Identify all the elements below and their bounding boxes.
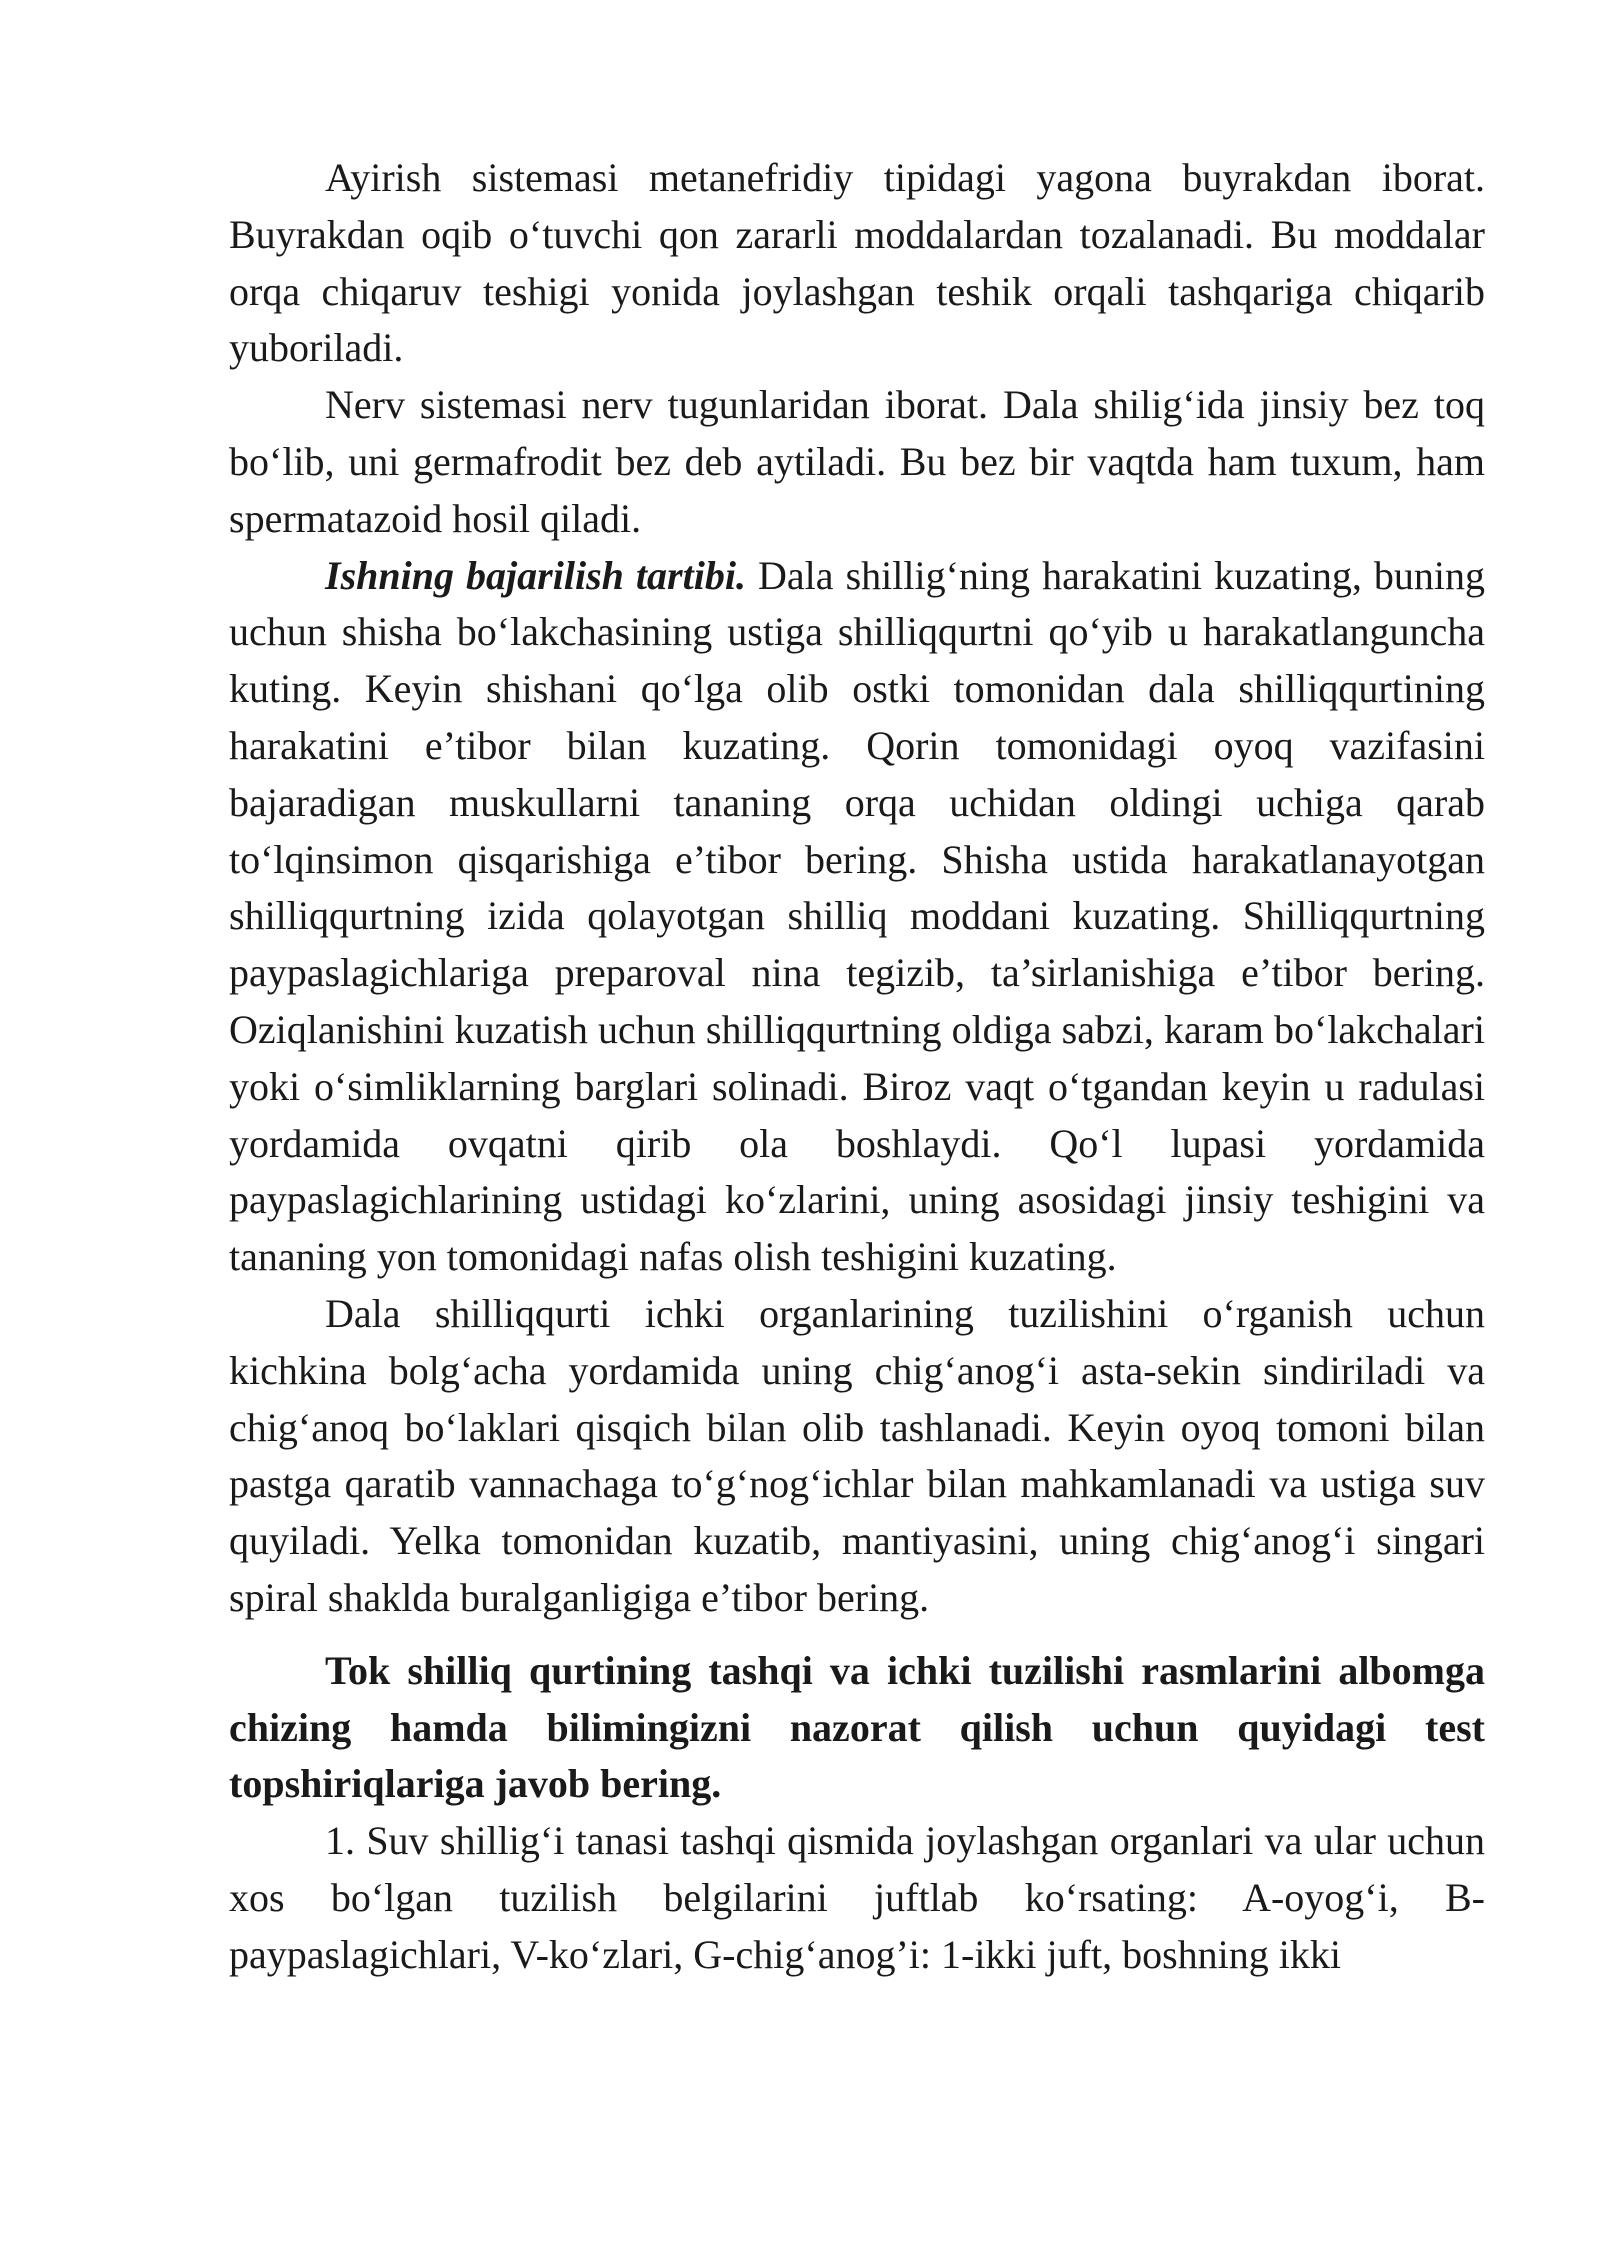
paragraph-internal-organs (229, 1286, 1485, 1627)
procedure-lead-heading: Ishning bajarilish tartibi. (325, 552, 746, 598)
paragraph-procedure (229, 548, 1485, 1286)
document-page (229, 150, 1485, 1984)
paragraph-nervous-system (229, 377, 1485, 547)
paragraph-text: Dala shillig‘ning harakatini kuzating, buning uchun shisha bo‘lakchasining ustiga shilliqqurtni qo‘yib u harakatlanguncha kuting. Keyin shishani qo‘lga olib ostki tomonidan dala shilliqqurtining harakatini e’tibor bilan kuzating. Qorin tomonidagi oyoq vazifasini bajaradigan muskullarni tananing orqa uchidan oldingi uchiga qarab to‘lqinsimon qisqarishiga e’tibor bering. Shisha ustida harakatlanayotgan shilliqqurtning izida qolayotgan shilliq moddani kuzating. Shilliqqurtning paypaslagichlariga preparoval nina tegizib, ta’sirlanishiga e’tibor bering. Oziqlanishini kuzatish uchun shilliqqurtning oldiga sabzi, karam bo‘lakchalari yoki o‘simliklarning barglari solinadi. Biroz vaqt o‘tgandan keyin u radulasi yordamida ovqatni qirib ola boshlaydi. Qo‘l lupasi yordamida paypaslagichlarining ustidagi ko‘zlarini, uning asosidagi jinsiy teshigini va tananing yon tomonidagi nafas olish teshigini kuzating. (229, 552, 1486, 1280)
paragraph-excretory-system (229, 150, 1485, 377)
test-question-1 (229, 1813, 1485, 1983)
task-heading: Tok shilliq qurtining tashqi va ichki tuzilishi rasmlarini albomga chizing hamda bilimingizni nazorat qilish uchun quyidagi test topshiriqlariga javob bering. (229, 1647, 1485, 1807)
paragraph-text: Dala shilliqqurti ichki organlarining tuzilishini o‘rganish uchun kichkina bolg‘acha yordamida uning chig‘anog‘i asta-sekin sindiriladi va chig‘anoq bo‘laklari qisqich bilan olib tashlanadi. Keyin oyoq tomoni bilan pastga qaratib vannachaga to‘g‘nog‘ichlar bilan mahkamlanadi va ustiga suv quyiladi. Yelka tomonidan kuzatib, mantiyasini, uning chig‘anog‘i singari spiral shaklda buralganligiga e’tibor bering. (229, 1290, 1485, 1620)
question-text: 1. Suv shillig‘i tanasi tashqi qismida joylashgan organlari va ular uchun xos bo‘lgan tuzilish belgilarini juftlab ko‘rsating: A-oyog‘i, B-paypaslagichlari, V-ko‘zlari, G-chig‘anog’i: 1-ikki juft, boshning ikki (229, 1818, 1485, 1977)
paragraph-text: Nerv sistemasi nerv tugunlaridan iborat. Dala shilig‘ida jinsiy bez toq bo‘lib, uni germafrodit bez deb aytiladi. Bu bez bir vaqtda ham tuxum, ham spermatazoid hosil qiladi. (229, 382, 1485, 541)
paragraph-text: Ayirish sistemasi metanefridiy tipidagi yagona buyrakdan iborat. Buyrakdan oqib o‘tuvchi qon zararli moddalardan tozalanadi. Bu moddalar orqa chiqaruv teshigi yonida joylashgan teshik orqali tashqariga chiqarib yuboriladi. (229, 155, 1485, 371)
